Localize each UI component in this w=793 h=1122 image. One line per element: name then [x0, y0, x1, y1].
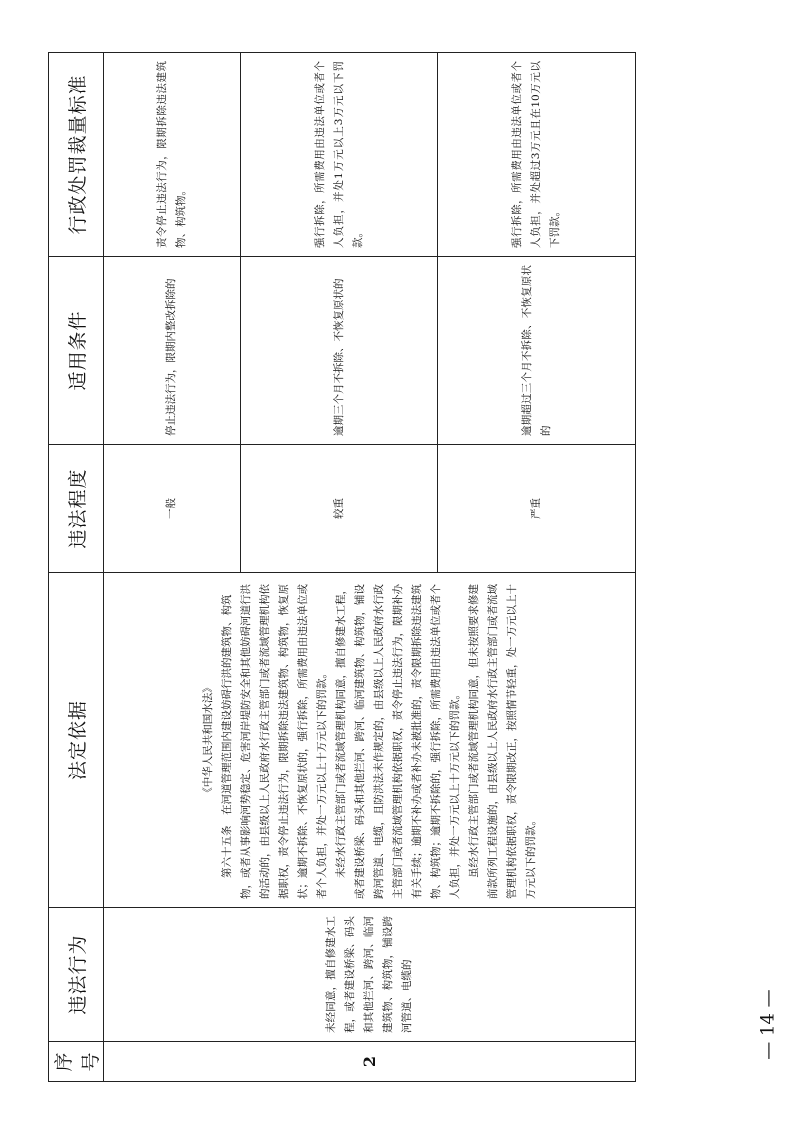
header-standard: 行政处罚裁量标准 [49, 53, 104, 257]
standard-general-cell [104, 53, 241, 257]
header-act: 违法行为 [49, 908, 104, 1042]
violation-act-cell [104, 908, 636, 1042]
law-article-65: 第六十五条 在河道管理范围内建设妨碍行洪的建筑物、构筑物，或者从事影响河势稳定、危害河岸堤防安全和其他妨碍河道行洪的活动的，由县级以上人民政府水行政主管部门或者流域管理机构依据职权，责令停止违法行为，限期拆除违法建筑物、构筑物，恢复原状；逾期不拆除、不恢复原状的，强行拆除，所需费用由违法单位或者个人负担，并处一万元以上十万元以下的罚款。 [220, 584, 328, 899]
standard-general: 责令停止违法行为，限期拆除违法建筑物、构筑物。 [155, 61, 187, 248]
penalty-table [48, 52, 636, 1082]
condition-severe-cell [438, 257, 636, 445]
standard-serious: 强行拆除，所需费用由违法单位或者个人负担，并处1万元以上3万元以下罚款。 [313, 61, 364, 248]
degree-severe: 严重 [438, 445, 636, 573]
violation-act: 未经同意，擅自修建水工程，或者建设桥梁、码头和其他拦河、跨河、临河建筑物、构筑物，铺设跨河管道、电缆的 [325, 916, 413, 1033]
page-number-text: — 14 — [757, 989, 779, 1060]
condition-serious: 逾期三个月不拆除、不恢复原状的 [332, 278, 345, 436]
law-paragraph-3: 虽经水行政主管部门或者流域管理机构同意，但未按照要求修建前款所列工程设施的，由县级以上人民政府水行政主管部门或者流域管理机构依据职权，责令限期改正，按照情节轻重，处一万元以上十万元以下的罚款。 [467, 584, 537, 899]
degree-general: 一般 [104, 445, 241, 573]
header-no: 序号 [49, 1042, 104, 1082]
law-paragraph-2: 未经水行政主管部门或者流域管理机构同意，擅自修建水工程，或者建设桥梁、码头和其他拦河、跨河、临河建筑物、构筑物，铺设跨河管道、电缆，且防洪法未作规定的，由县级以上人民政府水行政主管部门或者流域管理机构依据职权，责令停止违法行为，限期补办有关手续；逾期不补办或者补办未被批准的，责令限期拆除违法建筑物、构筑物；逾期不拆除的，强行拆除，所需费用由违法单位或者个人负担，并处一万元以上十万元以下的罚款。 [334, 584, 461, 899]
legal-basis-cell [104, 573, 636, 908]
header-basis: 法定依据 [49, 573, 104, 908]
condition-general-cell [104, 257, 241, 445]
standard-serious-cell [240, 53, 437, 257]
table-row [104, 53, 241, 1082]
law-title: 《中华人民共和国水法》 [201, 682, 214, 798]
condition-severe: 逾期超过三个月不拆除、不恢复原状的 [520, 265, 552, 436]
row-number: 2 [104, 1042, 636, 1082]
header-degree: 违法程度 [49, 445, 104, 573]
condition-serious-cell [240, 257, 437, 445]
standard-severe: 强行拆除，所需费用由违法单位或者个人负担，并处超过3万元且在10万元以下罚款。 [511, 61, 562, 248]
degree-serious: 较重 [240, 445, 437, 573]
condition-general: 停止违法行为，限期内整改拆除的 [165, 278, 178, 436]
legal-basis [195, 573, 545, 907]
page-number [748, 989, 788, 1060]
header-condition: 适用条件 [49, 257, 104, 445]
table-header-row [49, 53, 104, 1082]
standard-severe-cell [438, 53, 636, 257]
penalty-table-rotated [48, 52, 636, 1082]
